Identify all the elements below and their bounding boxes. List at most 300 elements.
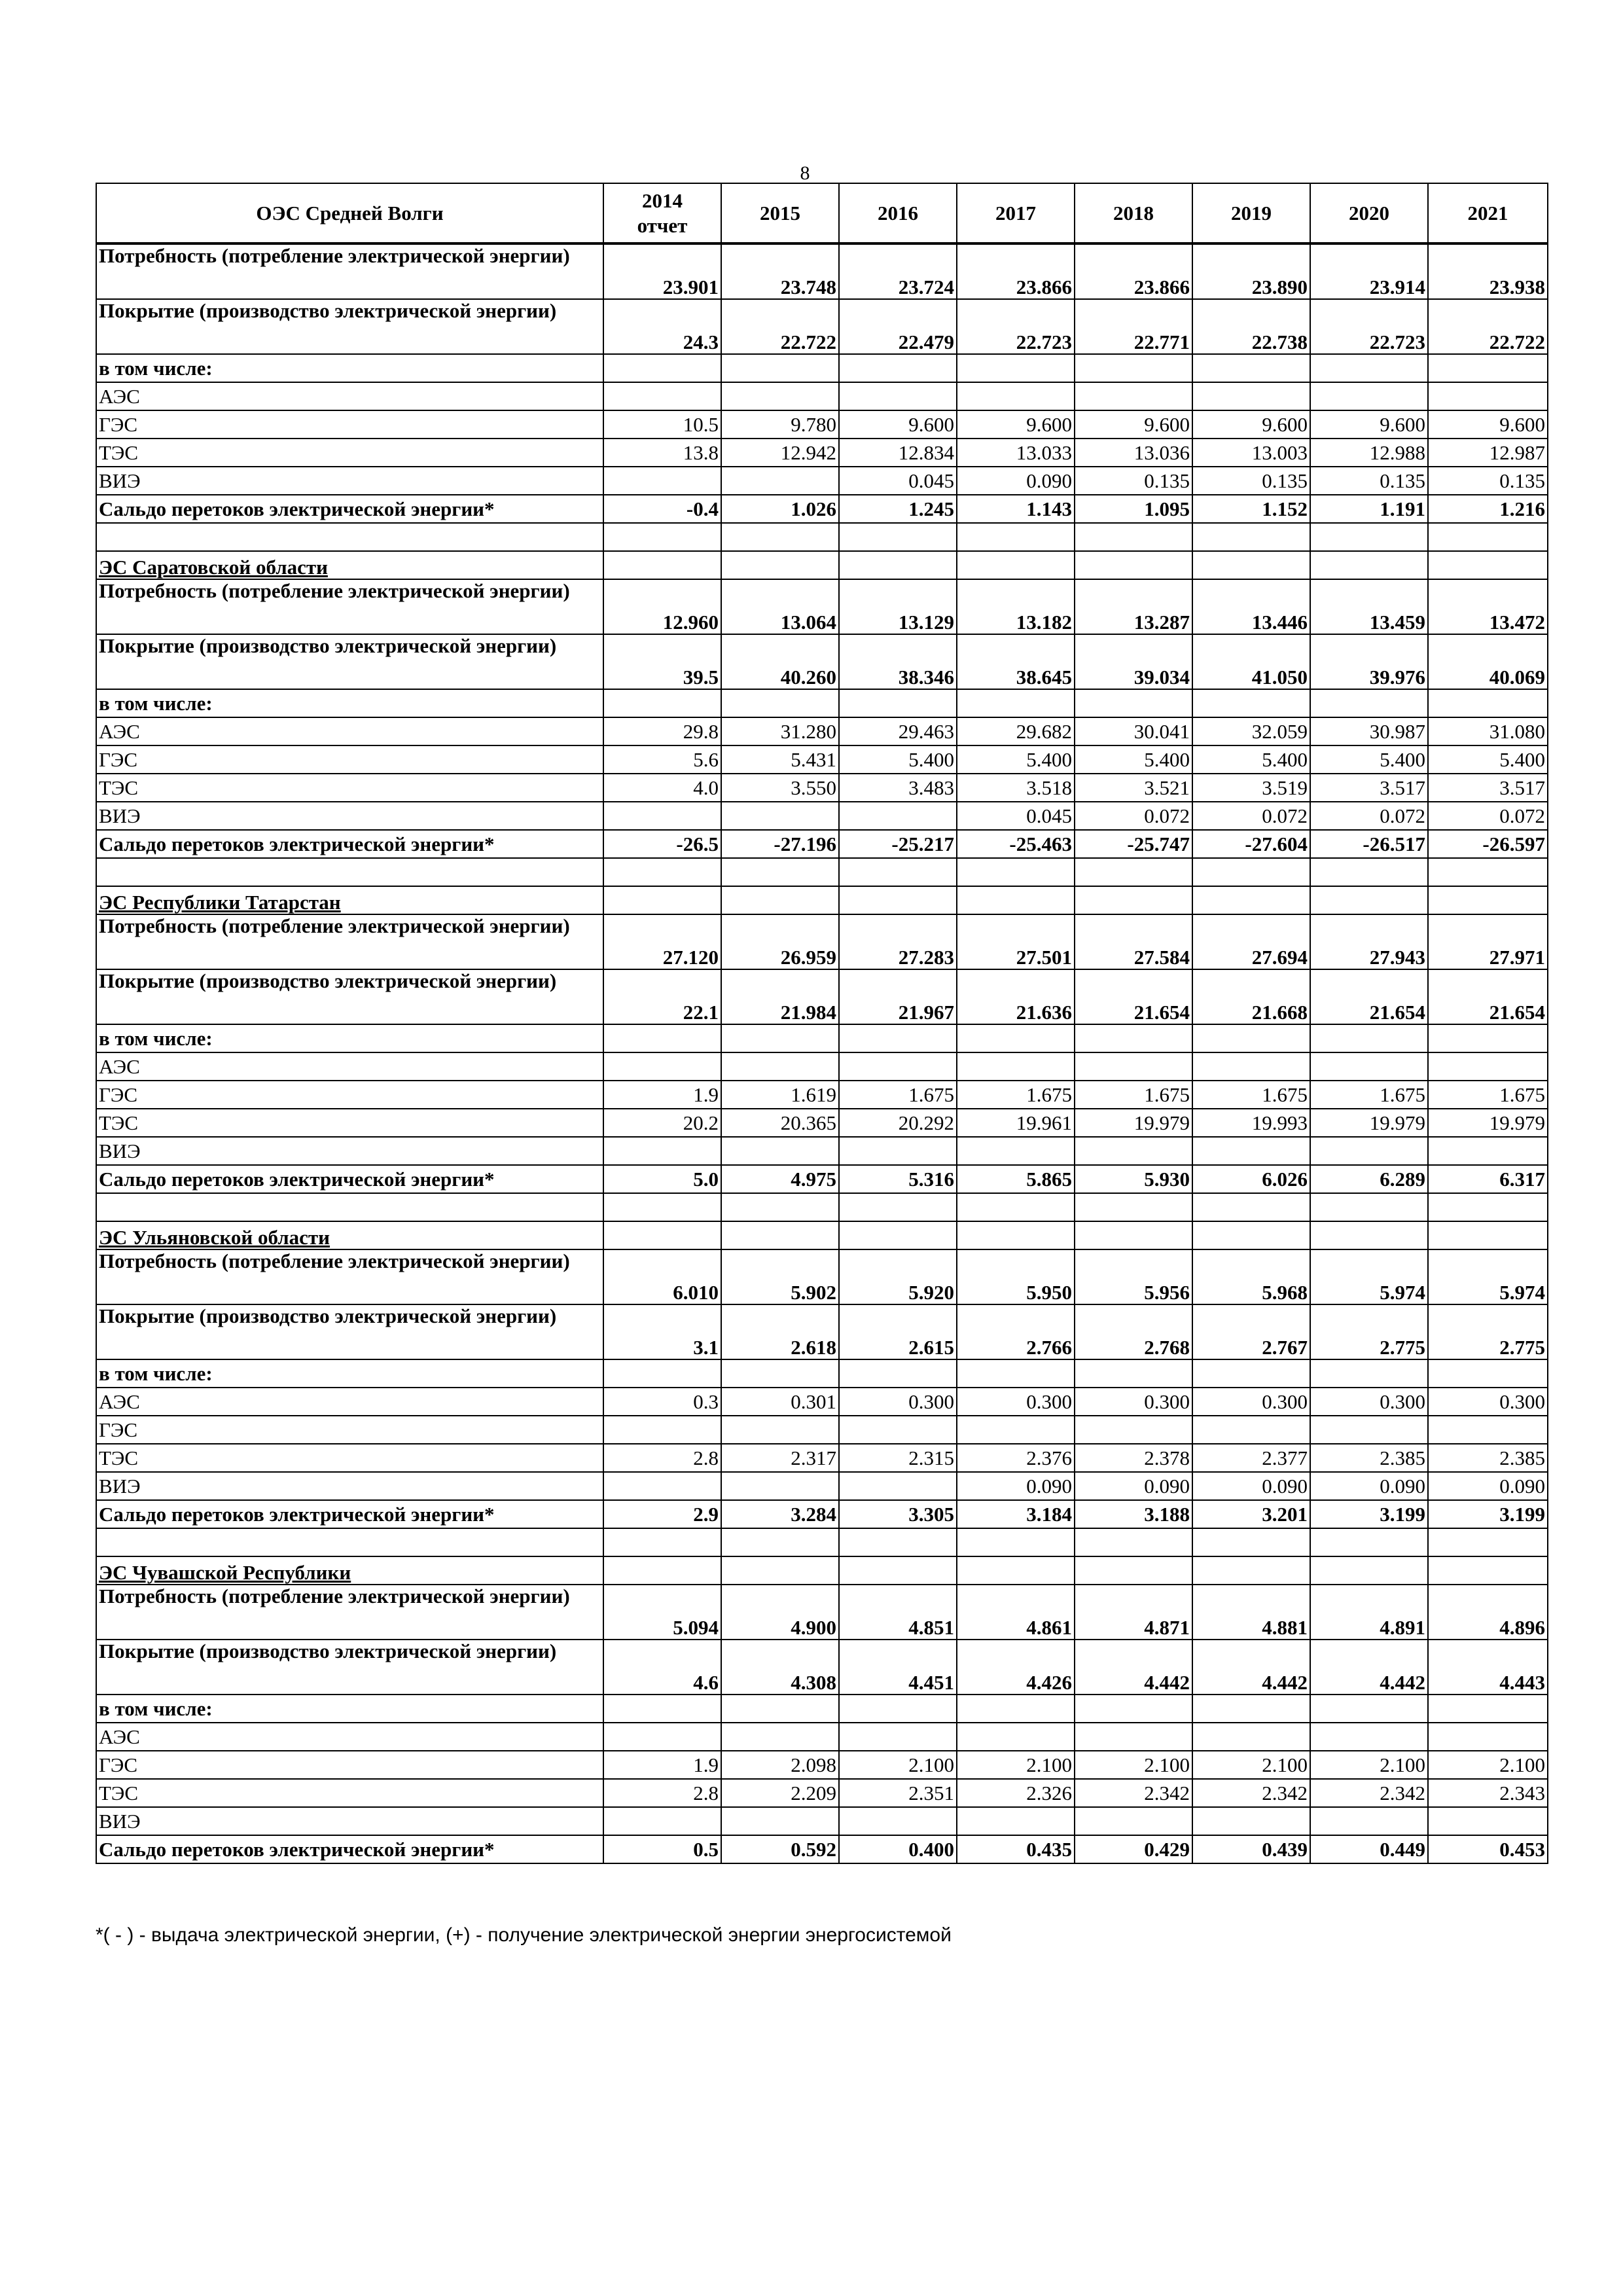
value-cell: 39.034 (1075, 634, 1192, 689)
value-cell (1428, 382, 1548, 410)
empty-cell (721, 1193, 839, 1221)
empty-cell (1310, 354, 1428, 382)
demand-row (96, 243, 1548, 299)
value-cell: 4.851 (839, 1585, 957, 1640)
value-cell (1310, 382, 1428, 410)
empty-cell (957, 1359, 1075, 1388)
saldo-row (96, 1500, 1548, 1528)
source-row (96, 382, 1548, 410)
value-cell: 0.135 (1192, 467, 1310, 495)
source-label: ВИЭ (96, 1472, 603, 1500)
empty-cell (721, 1528, 839, 1556)
spacer-row (96, 523, 1548, 551)
coverage-row (96, 1640, 1548, 1695)
value-cell: 0.300 (839, 1388, 957, 1416)
value-cell: 6.010 (603, 1249, 721, 1304)
value-cell: 9.780 (721, 410, 839, 439)
value-cell: 0.435 (957, 1835, 1075, 1863)
spacer-row (96, 858, 1548, 886)
empty-cell (721, 1556, 839, 1585)
value-cell: 5.974 (1310, 1249, 1428, 1304)
value-cell: 1.675 (1075, 1081, 1192, 1109)
value-cell: 0.135 (1310, 467, 1428, 495)
empty-cell (603, 1528, 721, 1556)
value-cell (839, 1052, 957, 1081)
value-cell (1310, 1807, 1428, 1835)
source-label: ВИЭ (96, 467, 603, 495)
header-year: 2021 (1428, 183, 1548, 243)
value-cell: 13.036 (1075, 439, 1192, 467)
empty-cell (603, 1556, 721, 1585)
value-cell: 1.095 (1075, 495, 1192, 523)
value-cell: 2.775 (1428, 1304, 1548, 1359)
coverage-label: Покрытие (производство электрической энергии) (96, 634, 603, 689)
value-cell: 3.184 (957, 1500, 1075, 1528)
value-cell: 2.9 (603, 1500, 721, 1528)
value-cell: 0.090 (1192, 1472, 1310, 1500)
value-cell: 1.675 (839, 1081, 957, 1109)
value-cell: 0.449 (1310, 1835, 1428, 1863)
source-row (96, 1052, 1548, 1081)
empty-cell (1075, 1221, 1192, 1249)
empty-cell (1428, 551, 1548, 579)
value-cell (839, 1807, 957, 1835)
value-cell: 19.993 (1192, 1109, 1310, 1137)
value-cell: 1.191 (1310, 495, 1428, 523)
value-cell: 1.245 (839, 495, 957, 523)
value-cell (721, 1052, 839, 1081)
empty-cell (1310, 1359, 1428, 1388)
value-cell: 1.143 (957, 495, 1075, 523)
empty-cell (721, 886, 839, 914)
value-cell: 1.675 (1310, 1081, 1428, 1109)
value-cell: 3.483 (839, 774, 957, 802)
source-row (96, 410, 1548, 439)
source-row (96, 1416, 1548, 1444)
saldo-label: Сальдо перетоков электрической энергии* (96, 495, 603, 523)
value-cell (1428, 1052, 1548, 1081)
empty-cell (957, 1695, 1075, 1723)
value-cell: 27.584 (1075, 914, 1192, 969)
section-title: ЭС Саратовской области (96, 551, 603, 579)
value-cell: 4.881 (1192, 1585, 1310, 1640)
value-cell: 0.090 (1310, 1472, 1428, 1500)
empty-cell (839, 1528, 957, 1556)
value-cell (1075, 1137, 1192, 1165)
value-cell (839, 1723, 957, 1751)
value-cell: 4.861 (957, 1585, 1075, 1640)
value-cell: 4.6 (603, 1640, 721, 1695)
value-cell: 3.550 (721, 774, 839, 802)
value-cell (721, 1472, 839, 1500)
value-cell: 2.376 (957, 1444, 1075, 1472)
empty-cell (1075, 1193, 1192, 1221)
demand-row (96, 1249, 1548, 1304)
value-cell: -0.4 (603, 495, 721, 523)
value-cell: 4.871 (1075, 1585, 1192, 1640)
value-cell: 21.654 (1075, 969, 1192, 1024)
empty-cell (957, 1528, 1075, 1556)
value-cell: 23.914 (1310, 243, 1428, 299)
value-cell: 0.439 (1192, 1835, 1310, 1863)
value-cell (1192, 1416, 1310, 1444)
value-cell: 5.920 (839, 1249, 957, 1304)
value-cell: 23.724 (839, 243, 957, 299)
value-cell: 22.479 (839, 299, 957, 354)
header-title: ОЭС Средней Волги (96, 183, 603, 243)
value-cell: 5.400 (1428, 745, 1548, 774)
demand-label: Потребность (потребление электрической энергии) (96, 914, 603, 969)
value-cell: 2.342 (1075, 1779, 1192, 1807)
value-cell: 0.301 (721, 1388, 839, 1416)
value-cell: 2.8 (603, 1444, 721, 1472)
value-cell: 0.090 (957, 1472, 1075, 1500)
value-cell: 29.8 (603, 717, 721, 745)
value-cell (1428, 1416, 1548, 1444)
source-row (96, 1137, 1548, 1165)
value-cell: 23.901 (603, 243, 721, 299)
value-cell (1192, 1137, 1310, 1165)
value-cell: 27.943 (1310, 914, 1428, 969)
value-cell: 23.866 (1075, 243, 1192, 299)
value-cell (1428, 1807, 1548, 1835)
value-cell: 23.938 (1428, 243, 1548, 299)
value-cell: 4.0 (603, 774, 721, 802)
value-cell: 13.287 (1075, 579, 1192, 634)
value-cell: 2.098 (721, 1751, 839, 1779)
empty-cell (603, 1193, 721, 1221)
value-cell: -26.597 (1428, 830, 1548, 858)
value-cell: 0.300 (1075, 1388, 1192, 1416)
saldo-row (96, 495, 1548, 523)
coverage-label: Покрытие (производство электрической энергии) (96, 1304, 603, 1359)
saldo-label: Сальдо перетоков электрической энергии* (96, 1500, 603, 1528)
section-title: ЭС Чувашской Республики (96, 1556, 603, 1585)
saldo-label: Сальдо перетоков электрической энергии* (96, 830, 603, 858)
section-title: ЭС Ульяновской области (96, 1221, 603, 1249)
value-cell: 4.891 (1310, 1585, 1428, 1640)
value-cell: 5.974 (1428, 1249, 1548, 1304)
value-cell (839, 382, 957, 410)
value-cell: 3.188 (1075, 1500, 1192, 1528)
empty-cell (1075, 1024, 1192, 1052)
value-cell: 2.768 (1075, 1304, 1192, 1359)
value-cell: 38.645 (957, 634, 1075, 689)
empty-cell (1310, 858, 1428, 886)
header-year: 2020 (1310, 183, 1428, 243)
value-cell: 5.956 (1075, 1249, 1192, 1304)
value-cell: 9.600 (839, 410, 957, 439)
empty-cell (721, 1024, 839, 1052)
value-cell: 22.738 (1192, 299, 1310, 354)
value-cell: 0.453 (1428, 1835, 1548, 1863)
source-row (96, 1807, 1548, 1835)
value-cell (957, 1052, 1075, 1081)
including-row (96, 1359, 1548, 1388)
source-label: АЭС (96, 1388, 603, 1416)
header-year: 2015 (721, 183, 839, 243)
empty-cell (1075, 1528, 1192, 1556)
value-cell: 22.1 (603, 969, 721, 1024)
value-cell (957, 1807, 1075, 1835)
demand-row (96, 1585, 1548, 1640)
spacer-row (96, 1528, 1548, 1556)
empty-cell (1428, 858, 1548, 886)
value-cell: 30.041 (1075, 717, 1192, 745)
header-year: 2018 (1075, 183, 1192, 243)
value-cell: 5.902 (721, 1249, 839, 1304)
empty-cell (603, 354, 721, 382)
source-row (96, 717, 1548, 745)
empty-cell (603, 1359, 721, 1388)
value-cell: 2.775 (1310, 1304, 1428, 1359)
section-title-row (96, 886, 1548, 914)
demand-row (96, 579, 1548, 634)
coverage-row (96, 299, 1548, 354)
empty-cell (839, 1359, 957, 1388)
value-cell (1075, 382, 1192, 410)
value-cell: 0.090 (1075, 1472, 1192, 1500)
value-cell: 13.182 (957, 579, 1075, 634)
value-cell: 2.326 (957, 1779, 1075, 1807)
value-cell: 13.446 (1192, 579, 1310, 634)
value-cell (721, 1416, 839, 1444)
source-label: ГЭС (96, 1416, 603, 1444)
empty-cell (1310, 1556, 1428, 1585)
value-cell: 3.517 (1428, 774, 1548, 802)
demand-label: Потребность (потребление электрической энергии) (96, 1249, 603, 1304)
value-cell: 12.960 (603, 579, 721, 634)
value-cell (603, 1416, 721, 1444)
empty-cell (1310, 551, 1428, 579)
value-cell: 40.069 (1428, 634, 1548, 689)
energy-balance-table (96, 183, 1548, 1864)
empty-cell (721, 858, 839, 886)
header-year: 2019 (1192, 183, 1310, 243)
value-cell (721, 1807, 839, 1835)
value-cell: 3.201 (1192, 1500, 1310, 1528)
source-label: ГЭС (96, 1081, 603, 1109)
empty-cell (96, 1528, 603, 1556)
source-label: АЭС (96, 1723, 603, 1751)
value-cell: 4.426 (957, 1640, 1075, 1695)
source-row (96, 802, 1548, 830)
value-cell: 21.967 (839, 969, 957, 1024)
value-cell: 2.8 (603, 1779, 721, 1807)
demand-label: Потребность (потребление электрической энергии) (96, 1585, 603, 1640)
value-cell: 3.305 (839, 1500, 957, 1528)
section-title: ЭС Республики Татарстан (96, 886, 603, 914)
empty-cell (839, 689, 957, 717)
empty-cell (957, 354, 1075, 382)
value-cell: 4.451 (839, 1640, 957, 1695)
coverage-row (96, 1304, 1548, 1359)
empty-cell (1310, 689, 1428, 717)
empty-cell (1192, 551, 1310, 579)
empty-cell (1075, 1695, 1192, 1723)
value-cell: 31.280 (721, 717, 839, 745)
value-cell: -27.604 (1192, 830, 1310, 858)
empty-cell (839, 1024, 957, 1052)
value-cell: 1.9 (603, 1081, 721, 1109)
value-cell: 0.135 (1075, 467, 1192, 495)
value-cell: 2.351 (839, 1779, 957, 1807)
value-cell: 2.100 (1075, 1751, 1192, 1779)
value-cell: 5.400 (1310, 745, 1428, 774)
empty-cell (603, 1221, 721, 1249)
value-cell: 5.6 (603, 745, 721, 774)
value-cell: 0.072 (1192, 802, 1310, 830)
value-cell: -26.517 (1310, 830, 1428, 858)
coverage-row (96, 634, 1548, 689)
value-cell: 38.346 (839, 634, 957, 689)
empty-cell (721, 689, 839, 717)
empty-cell (839, 1695, 957, 1723)
empty-cell (1428, 1556, 1548, 1585)
section-title-row (96, 551, 1548, 579)
value-cell (1310, 1416, 1428, 1444)
coverage-label: Покрытие (производство электрической энергии) (96, 1640, 603, 1695)
value-cell: 21.636 (957, 969, 1075, 1024)
value-cell (839, 802, 957, 830)
empty-cell (1192, 858, 1310, 886)
value-cell: 22.771 (1075, 299, 1192, 354)
empty-cell (603, 1695, 721, 1723)
value-cell (603, 1807, 721, 1835)
value-cell: 13.472 (1428, 579, 1548, 634)
value-cell: 2.100 (1428, 1751, 1548, 1779)
value-cell: -25.747 (1075, 830, 1192, 858)
value-cell: 1.9 (603, 1751, 721, 1779)
value-cell (1428, 1723, 1548, 1751)
including-label: в том числе: (96, 354, 603, 382)
value-cell (721, 1137, 839, 1165)
empty-cell (1310, 1024, 1428, 1052)
value-cell: 21.654 (1428, 969, 1548, 1024)
empty-cell (1192, 1556, 1310, 1585)
empty-cell (1075, 1359, 1192, 1388)
value-cell: 2.378 (1075, 1444, 1192, 1472)
value-cell: 5.400 (1192, 745, 1310, 774)
value-cell (603, 1723, 721, 1751)
including-row (96, 689, 1548, 717)
empty-cell (1310, 523, 1428, 551)
value-cell: 10.5 (603, 410, 721, 439)
demand-row (96, 914, 1548, 969)
empty-cell (1310, 1695, 1428, 1723)
source-label: ГЭС (96, 410, 603, 439)
value-cell: 23.748 (721, 243, 839, 299)
value-cell: 20.2 (603, 1109, 721, 1137)
empty-cell (603, 886, 721, 914)
empty-cell (603, 523, 721, 551)
table-header-row (96, 183, 1548, 243)
value-cell: 22.722 (721, 299, 839, 354)
empty-cell (1428, 354, 1548, 382)
value-cell: 5.316 (839, 1165, 957, 1193)
source-row (96, 1109, 1548, 1137)
value-cell: 4.900 (721, 1585, 839, 1640)
source-label: ТЭС (96, 1779, 603, 1807)
source-row (96, 1779, 1548, 1807)
empty-cell (1428, 1024, 1548, 1052)
value-cell (839, 1137, 957, 1165)
value-cell: 0.5 (603, 1835, 721, 1863)
value-cell: 0.300 (1192, 1388, 1310, 1416)
empty-cell (839, 1193, 957, 1221)
value-cell: 21.984 (721, 969, 839, 1024)
value-cell: 13.064 (721, 579, 839, 634)
empty-cell (1075, 1556, 1192, 1585)
value-cell: 5.431 (721, 745, 839, 774)
value-cell: 9.600 (1192, 410, 1310, 439)
value-cell: 2.315 (839, 1444, 957, 1472)
empty-cell (721, 354, 839, 382)
saldo-row (96, 830, 1548, 858)
value-cell: 4.442 (1192, 1640, 1310, 1695)
spacer-row (96, 1193, 1548, 1221)
value-cell: 9.600 (1428, 410, 1548, 439)
value-cell: 30.987 (1310, 717, 1428, 745)
value-cell: 27.694 (1192, 914, 1310, 969)
value-cell: 24.3 (603, 299, 721, 354)
value-cell: 5.950 (957, 1249, 1075, 1304)
value-cell: 23.866 (957, 243, 1075, 299)
value-cell: 4.442 (1075, 1640, 1192, 1695)
value-cell (1192, 382, 1310, 410)
value-cell: 0.072 (1075, 802, 1192, 830)
value-cell: 13.033 (957, 439, 1075, 467)
value-cell (839, 1416, 957, 1444)
source-row (96, 774, 1548, 802)
empty-cell (603, 551, 721, 579)
source-row (96, 1472, 1548, 1500)
value-cell: 2.100 (957, 1751, 1075, 1779)
value-cell: 2.766 (957, 1304, 1075, 1359)
value-cell: 3.518 (957, 774, 1075, 802)
including-label: в том числе: (96, 1695, 603, 1723)
value-cell: 5.400 (1075, 745, 1192, 774)
value-cell: 3.199 (1428, 1500, 1548, 1528)
value-cell: 0.045 (957, 802, 1075, 830)
value-cell: 20.365 (721, 1109, 839, 1137)
empty-cell (957, 551, 1075, 579)
header-year-2014 (603, 183, 721, 243)
value-cell (603, 467, 721, 495)
value-cell: 19.979 (1075, 1109, 1192, 1137)
value-cell: 3.521 (1075, 774, 1192, 802)
value-cell (1075, 1052, 1192, 1081)
value-cell: 1.619 (721, 1081, 839, 1109)
empty-cell (1310, 1193, 1428, 1221)
source-row (96, 1751, 1548, 1779)
value-cell: 9.600 (1075, 410, 1192, 439)
value-cell: -25.217 (839, 830, 957, 858)
value-cell: 2.618 (721, 1304, 839, 1359)
value-cell: 3.199 (1310, 1500, 1428, 1528)
empty-cell (1192, 1024, 1310, 1052)
value-cell (957, 1137, 1075, 1165)
value-cell: 21.654 (1310, 969, 1428, 1024)
value-cell: 1.216 (1428, 495, 1548, 523)
source-label: ТЭС (96, 439, 603, 467)
empty-cell (957, 858, 1075, 886)
value-cell: 29.463 (839, 717, 957, 745)
value-cell (1310, 1137, 1428, 1165)
header-year: 2017 (957, 183, 1075, 243)
coverage-label: Покрытие (производство электрической энергии) (96, 299, 603, 354)
value-cell: 1.675 (1428, 1081, 1548, 1109)
